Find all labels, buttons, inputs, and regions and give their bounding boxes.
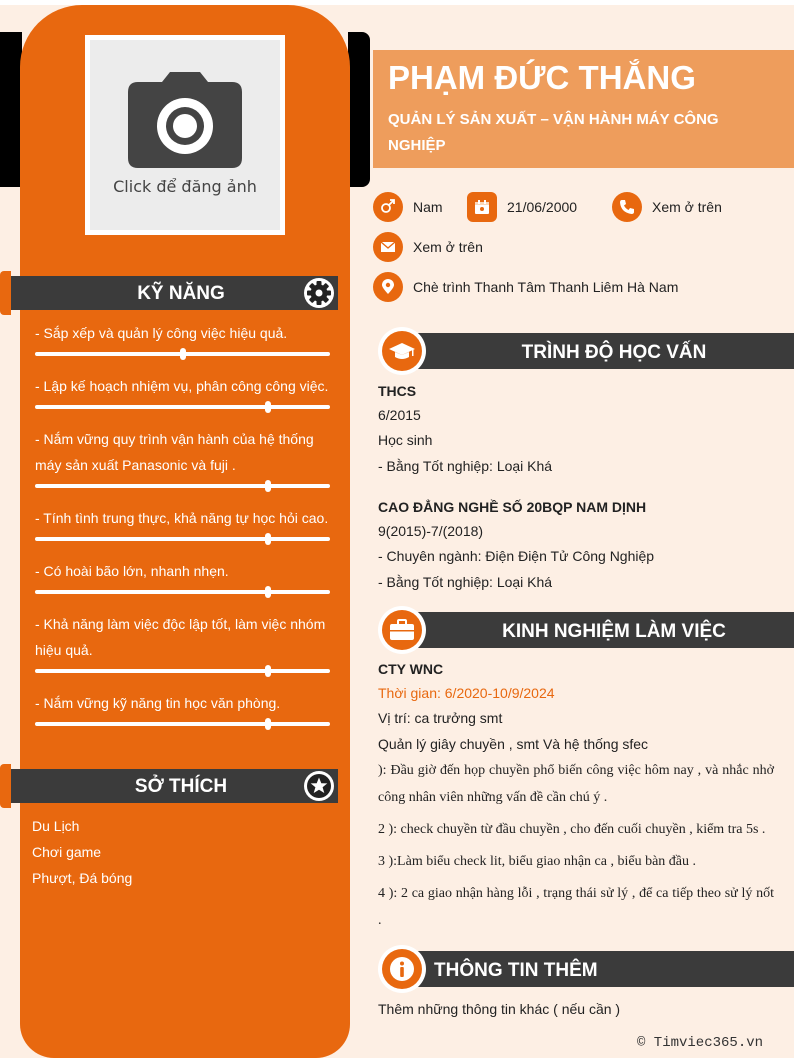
- edu-school-2: CAO ĐẲNG NGHỀ SỐ 20BQP NAM DỊNH: [378, 499, 647, 515]
- skill-bar-2: [35, 405, 330, 409]
- briefcase-icon: [387, 615, 417, 645]
- hobby-item-3: Phượt, Đá bóng: [32, 870, 133, 886]
- photo-upload-label: Click để đăng ảnh: [113, 177, 257, 196]
- experience-title: KINH NGHIỆM LÀM VIỆC: [502, 621, 726, 642]
- exp-detail-4: 4 ): 2 ca giao nhận hàng lỗi , trạng thái sử lý , để ca tiếp theo sử lý nốt .: [378, 886, 774, 928]
- skills-header: [11, 276, 338, 310]
- phone-icon: [612, 192, 642, 222]
- birthday-text: 21/06/2000: [507, 199, 578, 215]
- candidate-role: QUẢN LÝ SẢN XUẤT – VẬN HÀNH MÁY CÔNG NGHIỆP: [388, 111, 719, 154]
- camera-icon: [128, 70, 242, 168]
- phone-text: Xem ở trên: [652, 199, 722, 215]
- calendar-icon: [467, 192, 497, 222]
- skill-text-1: - Sắp xếp và quản lý công việc hiệu quả.: [35, 325, 288, 341]
- skill-text-6: - Khả năng làm việc độc lập tốt, làm việc nhóm hiệu quả.: [35, 616, 326, 658]
- star-icon: [304, 771, 334, 801]
- exp-detail-1: ): Đầu giờ đến họp chuyền phổ biến công việc hôm nay , và nhắc nhở công nhân viên những vấn đề cần chú ý .: [378, 763, 774, 805]
- exp-duty: Quản lý giây chuyền , smt Và hệ thống sfec: [378, 736, 649, 752]
- skill-text-4: - Tính tình trung thực, khả năng tự học hỏi cao.: [35, 510, 329, 526]
- left-decor-tab: [0, 32, 22, 187]
- exp-company: CTY WNC: [378, 661, 444, 677]
- more-info-text: Thêm những thông tin khác ( nếu cần ): [378, 1001, 621, 1017]
- skill-text-3: - Nắm vững quy trình vận hành của hệ thống máy sản xuất Panasonic và fuji .: [35, 431, 314, 473]
- edu-school-1: THCS: [378, 383, 417, 399]
- education-title: TRÌNH ĐỘ HỌC VẤN: [521, 342, 707, 363]
- education-header: [400, 333, 794, 369]
- edu-time-1: 6/2015: [378, 407, 421, 423]
- exp-time: Thời gian: 6/2020-10/9/2024: [378, 685, 555, 701]
- edu-degree-1: - Bằng Tốt nghiệp: Loại Khá: [378, 458, 553, 474]
- email-icon: [373, 232, 403, 262]
- exp-position: Vị trí: ca trưởng smt: [378, 710, 503, 726]
- skill-bar-5: [35, 590, 330, 594]
- edu-degree-2: - Bằng Tốt nghiệp: Loại Khá: [378, 574, 553, 590]
- skill-text-7: - Nắm vững kỹ năng tin học văn phòng.: [35, 695, 281, 711]
- gender-text: Nam: [413, 199, 443, 215]
- right-decor-tab: [348, 32, 370, 187]
- hobby-item-1: Du Lịch: [32, 818, 80, 834]
- skill-bar-4: [35, 537, 330, 541]
- photo-upload[interactable]: [85, 35, 285, 235]
- exp-detail-2: 2 ): check chuyền từ đầu chuyền , cho đến cuối chuyền , kiểm tra 5s .: [378, 822, 766, 837]
- email-text: Xem ở trên: [413, 239, 483, 255]
- gender-icon: [373, 192, 403, 222]
- hobby-item-2: Chơi game: [32, 844, 102, 860]
- more-info-header: [400, 951, 794, 987]
- candidate-name: PHẠM ĐỨC THẮNG: [388, 59, 696, 96]
- skill-text-5: - Có hoài bão lớn, nhanh nhẹn.: [35, 563, 229, 579]
- skill-text-2: - Lập kế hoạch nhiệm vụ, phân công công việc.: [35, 378, 329, 394]
- hobbies-title: SỞ THÍCH: [134, 776, 228, 797]
- skill-bar-7: [35, 722, 330, 726]
- footer-copyright: © Timviec365.vn: [637, 1035, 764, 1051]
- name-box: [373, 50, 794, 168]
- edu-major-2: - Chuyên ngành: Điện Điện Tử Công Nghiệp: [378, 548, 655, 564]
- edu-major-1: Học sinh: [378, 432, 433, 448]
- experience-header: [400, 612, 794, 648]
- more-info-title: THÔNG TIN THÊM: [434, 960, 598, 981]
- skills-title: KỸ NĂNG: [137, 283, 225, 304]
- graduation-cap-icon: [387, 336, 417, 366]
- location-icon: [373, 272, 403, 302]
- info-icon: [387, 954, 417, 984]
- skill-bar-1: [35, 352, 330, 356]
- skill-bar-3: [35, 484, 330, 488]
- skill-bar-6: [35, 669, 330, 673]
- gear-icon: [304, 278, 334, 308]
- address-text: Chè trình Thanh Tâm Thanh Liêm Hà Nam: [413, 279, 679, 295]
- exp-detail-3: 3 ):Làm biểu check lit, biểu giao nhận ca , biểu bàn đầu .: [378, 854, 697, 869]
- hobbies-header: [11, 769, 338, 803]
- edu-time-2: 9(2015)-7/(2018): [378, 523, 484, 539]
